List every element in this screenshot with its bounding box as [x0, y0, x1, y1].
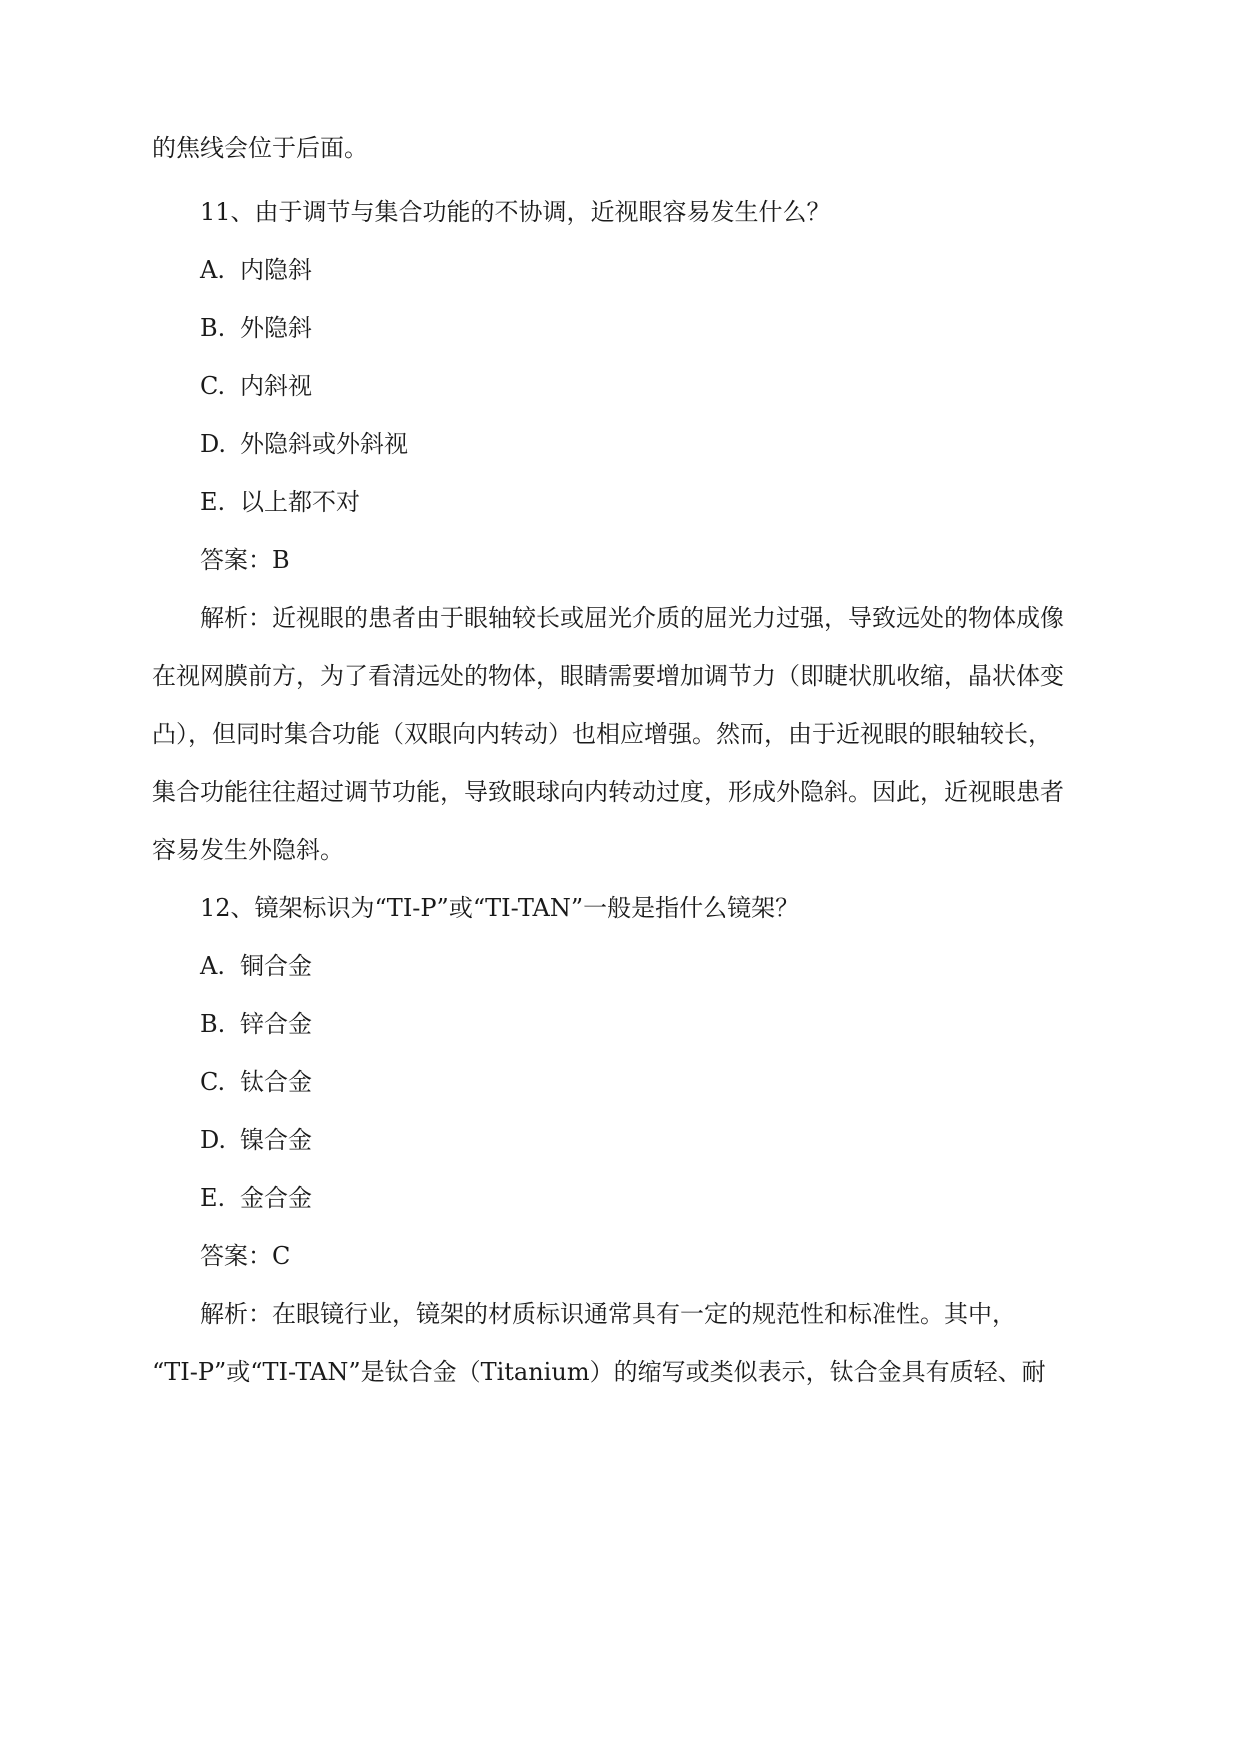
q11-option-c: [200, 370, 312, 402]
continued-text: 的焦线会位于后面。: [152, 134, 368, 162]
option-letter: E.: [200, 1184, 226, 1212]
q11-explanation-line-3: 凸），但同时集合功能（双眼向内转动）也相应增强。然而，由于近视眼的眼轴较长，: [152, 720, 1052, 748]
q12-explanation-line-1: 解析：在眼镜行业，镜架的材质标识通常具有一定的规范性和标准性。其中，: [200, 1300, 1016, 1328]
option-letter: D.: [200, 1126, 227, 1154]
q12-option-c: [200, 1066, 312, 1098]
question-12: 12、镜架标识为“TI-P”或“TI-TAN”一般是指什么镜架？: [200, 894, 800, 922]
option-text: 以上都不对: [240, 488, 360, 516]
option-text: 金合金: [240, 1184, 312, 1212]
option-letter: C.: [200, 372, 226, 400]
option-text: 钛合金: [240, 1068, 312, 1096]
q11-answer: 答案：B: [200, 546, 290, 574]
q11-option-a: [200, 254, 312, 286]
q12-option-d: [200, 1124, 312, 1156]
option-letter: C.: [200, 1068, 226, 1096]
q11-option-d: [200, 428, 408, 460]
option-text: 内隐斜: [240, 256, 312, 284]
option-letter: A.: [200, 256, 225, 284]
option-letter: B.: [200, 314, 226, 342]
question-11: 11、由于调节与集合功能的不协调，近视眼容易发生什么？: [200, 198, 831, 226]
q11-explanation-line-5: 容易发生外隐斜。: [152, 836, 344, 864]
q11-explanation-line-4: 集合功能往往超过调节功能，导致眼球向内转动过度，形成外隐斜。因此，近视眼患者: [152, 778, 1064, 806]
q12-explanation-line-2: “TI-P”或“TI-TAN”是钛合金（Titanium）的缩写或类似表示，钛合金具有质轻、耐: [152, 1358, 1046, 1386]
option-text: 锌合金: [240, 1010, 312, 1038]
option-letter: B.: [200, 1010, 226, 1038]
q12-option-b: [200, 1008, 312, 1040]
q12-answer: 答案：C: [200, 1242, 291, 1270]
q12-option-e: [200, 1182, 312, 1214]
q12-option-a: [200, 950, 312, 982]
option-text: 铜合金: [240, 952, 312, 980]
option-text: 外隐斜或外斜视: [240, 430, 408, 458]
option-letter: A.: [200, 952, 225, 980]
option-text: 镍合金: [240, 1126, 312, 1154]
option-text: 内斜视: [240, 372, 312, 400]
q11-option-e: [200, 486, 360, 518]
option-letter: D.: [200, 430, 227, 458]
q11-option-b: [200, 312, 312, 344]
q11-explanation-line-2: 在视网膜前方，为了看清远处的物体，眼睛需要增加调节力（即睫状肌收缩，晶状体变: [152, 662, 1064, 690]
q11-explanation-line-1: 解析：近视眼的患者由于眼轴较长或屈光介质的屈光力过强，导致远处的物体成像: [200, 604, 1064, 632]
option-letter: E.: [200, 488, 226, 516]
option-text: 外隐斜: [240, 314, 312, 342]
